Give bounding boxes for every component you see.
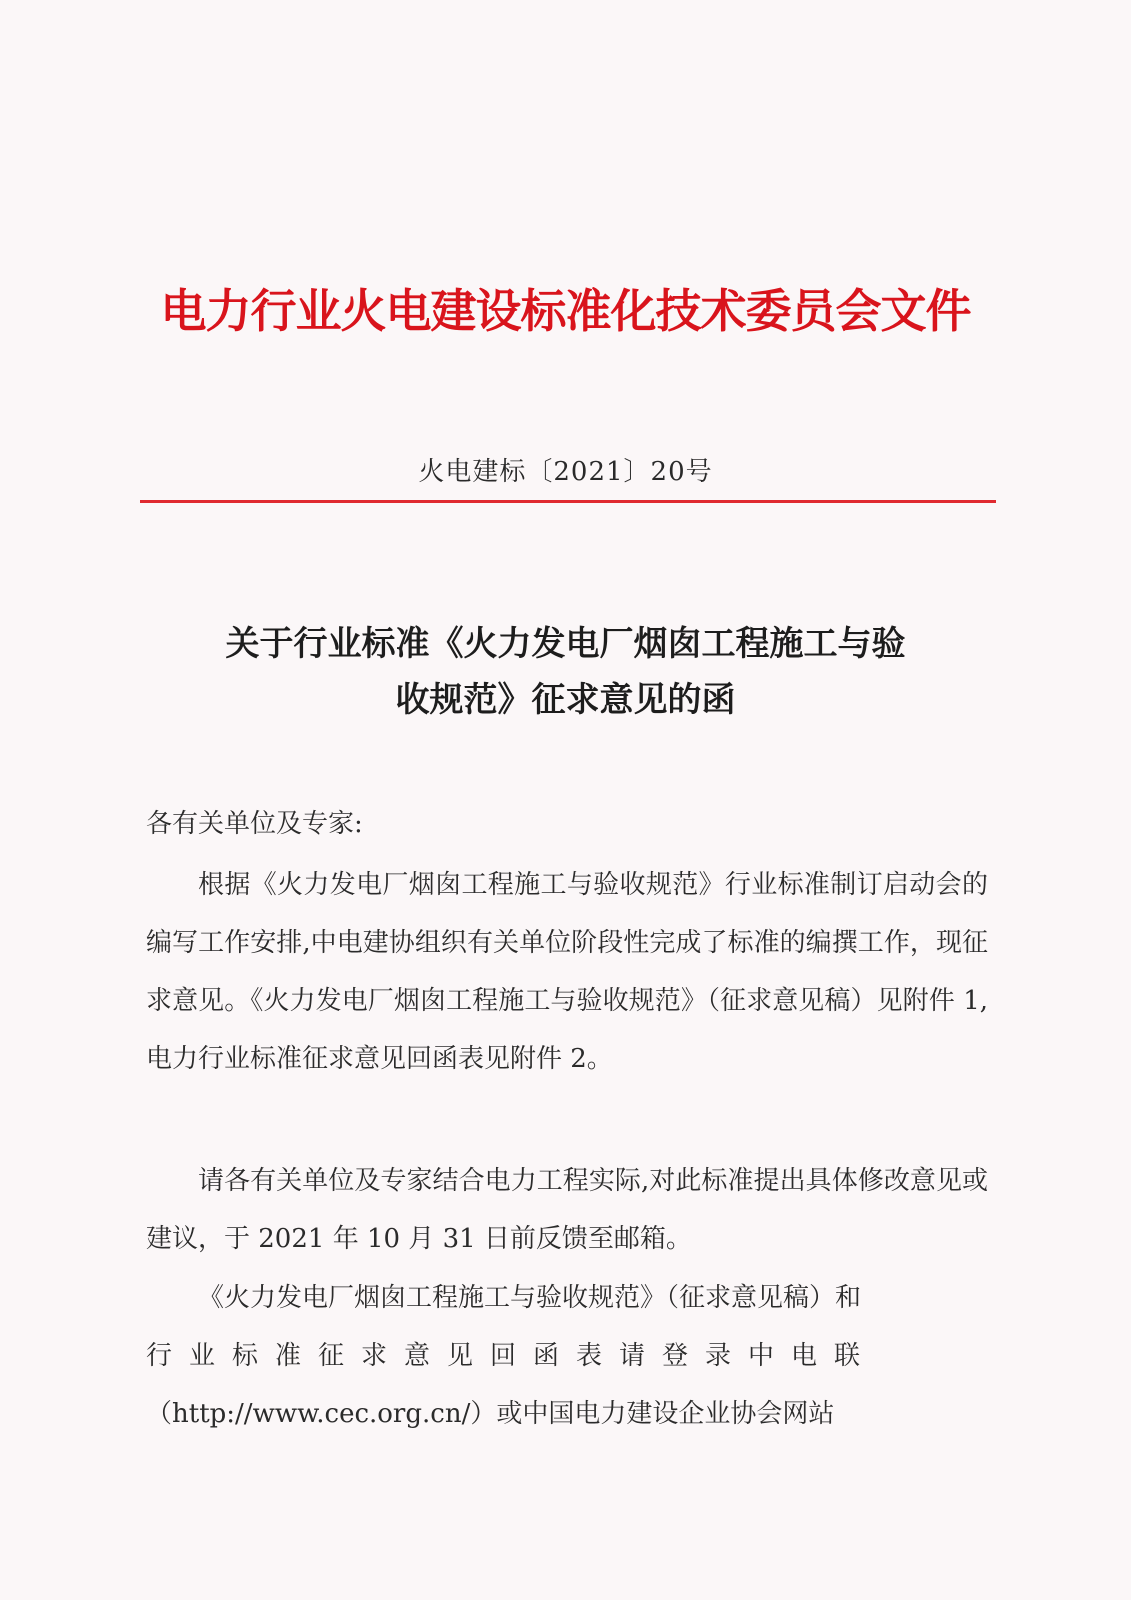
red-divider-line	[140, 500, 996, 503]
body-paragraph-3	[146, 1269, 988, 1443]
subject-heading	[130, 616, 1001, 728]
body-paragraph-2: 请各有关单位及专家结合电力工程实际,对此标准提出具体修改意见或建议，于 2021 年 10 月 31 日前反馈至邮箱。	[146, 1166, 988, 1254]
subject-line-1: 关于行业标准《火力发电厂烟囱工程施工与验	[225, 624, 906, 664]
issuer-title: 电力行业火电建设标准化技术委员会文件	[160, 284, 971, 338]
document-number: 火电建标〔2021〕20号	[418, 457, 713, 487]
paragraph-3-line-1: 《火力发电厂烟囱工程施工与验收规范》（征求意见稿）和	[198, 1283, 862, 1313]
paragraph-3-line-2: 行业标准征求意见回函表请登录中电联	[146, 1341, 878, 1371]
subject-line-2: 收规范》征求意见的函	[395, 680, 736, 720]
salutation: 各有关单位及专家:	[146, 809, 363, 839]
paragraph-3-line-3: （http://www.cec.org.cn/）或中国电力建设企业协会网站	[146, 1399, 835, 1429]
body-paragraph-1: 根据《火力发电厂烟囱工程施工与验收规范》行业标准制订启动会的编写工作安排,中电建协组织有关单位阶段性完成了标准的编撰工作，现征求意见。《火力发电厂烟囱工程施工与验收规范》（征求意见稿）见附件 1,电力行业标准征求意见回函表见附件 2。	[146, 870, 988, 1074]
